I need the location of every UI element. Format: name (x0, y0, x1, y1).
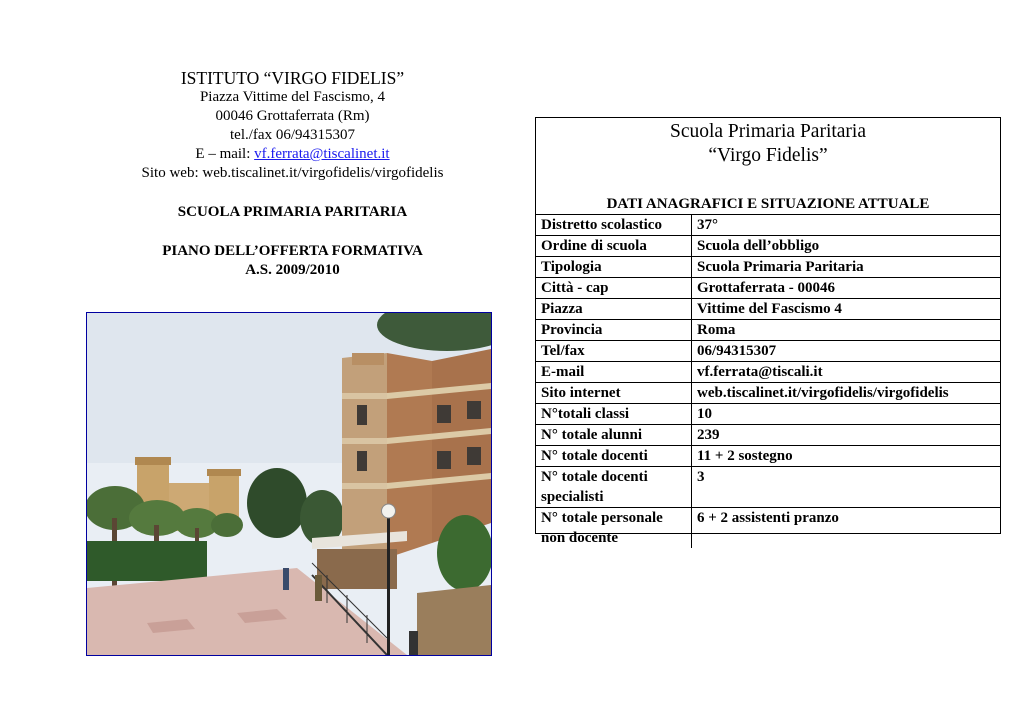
table-row (536, 257, 1000, 278)
school-year: A.S. 2009/2010 (245, 262, 340, 278)
table-row (536, 236, 1000, 257)
table-row (536, 320, 1000, 341)
row-value: Scuola Primaria Paritaria (692, 257, 1001, 278)
school-type-heading: SCUOLA PRIMARIA PARITARIA (177, 204, 408, 220)
city-line: 00046 Grottaferrata (Rm) (215, 108, 370, 124)
email-link[interactable]: vf.ferrata@tiscalinet.it (254, 146, 390, 162)
row-value: web.tiscalinet.it/virgofidelis/virgofidelis (692, 383, 1001, 404)
row-value: Vittime del Fascismo 4 (692, 299, 1001, 320)
table-row (536, 278, 1000, 299)
panel-subtitle: “Virgo Fidelis” (708, 145, 828, 166)
row-value: Roma (692, 320, 1001, 341)
row-label: Piazza (536, 299, 692, 320)
row-label: Tel/fax (536, 341, 692, 362)
table-row (536, 404, 1000, 425)
school-data-panel (535, 117, 1001, 546)
email-line (100, 145, 485, 164)
row-label: Provincia (536, 320, 692, 341)
row-label: Sito internet (536, 383, 692, 404)
plan-heading: PIANO DELL’OFFERTA FORMATIVA (162, 243, 423, 259)
row-value: 3 (692, 467, 1001, 508)
row-label: Distretto scolastico (536, 215, 692, 236)
row-label: E-mail (536, 362, 692, 383)
school-building-photo (86, 312, 492, 656)
row-label: N°totali classi (536, 404, 692, 425)
email-prefix: E – mail: (195, 146, 255, 162)
row-value: 11 + 2 sostegno (692, 446, 1001, 467)
row-value: 37° (692, 215, 1001, 236)
row-value: vf.ferrata@tiscali.it (692, 362, 1001, 383)
row-value: 239 (692, 425, 1001, 446)
table-row (536, 215, 1000, 236)
row-label: Ordine di scuola (536, 236, 692, 257)
row-value: Grottaferrata - 00046 (692, 278, 1001, 299)
address-line: Piazza Vittime del Fascismo, 4 (199, 89, 386, 105)
row-value: Scuola dell’obbligo (692, 236, 1001, 257)
table-row (536, 446, 1000, 467)
institute-name: ISTITUTO “VIRGO FIDELIS” (180, 68, 405, 88)
row-label: N° totale docenti specialisti (536, 467, 692, 508)
row-label: Tipologia (536, 257, 692, 278)
row-value: 6 + 2 assistenti pranzo (692, 508, 1001, 549)
row-label: N° totale docenti (536, 446, 692, 467)
row-value: 10 (692, 404, 1001, 425)
telfax-line: tel./fax 06/94315307 (230, 127, 355, 143)
school-data-table (536, 214, 1000, 548)
website-line: Sito web: web.tiscalinet.it/virgofidelis/virgofidelis (141, 165, 444, 181)
table-row (536, 425, 1000, 446)
table-row (536, 508, 1000, 549)
table-row (536, 299, 1000, 320)
table-row (536, 383, 1000, 404)
row-label: N° totale personale non docente (536, 508, 692, 549)
row-label: Città - cap (536, 278, 692, 299)
panel-title: Scuola Primaria Paritaria (669, 121, 867, 142)
row-label: N° totale alunni (536, 425, 692, 446)
row-value: 06/94315307 (692, 341, 1001, 362)
table-row (536, 341, 1000, 362)
school-header (100, 68, 485, 280)
table-row (536, 467, 1000, 508)
section-heading: DATI ANAGRAFICI E SITUAZIONE ATTUALE (606, 196, 930, 212)
table-row (536, 362, 1000, 383)
